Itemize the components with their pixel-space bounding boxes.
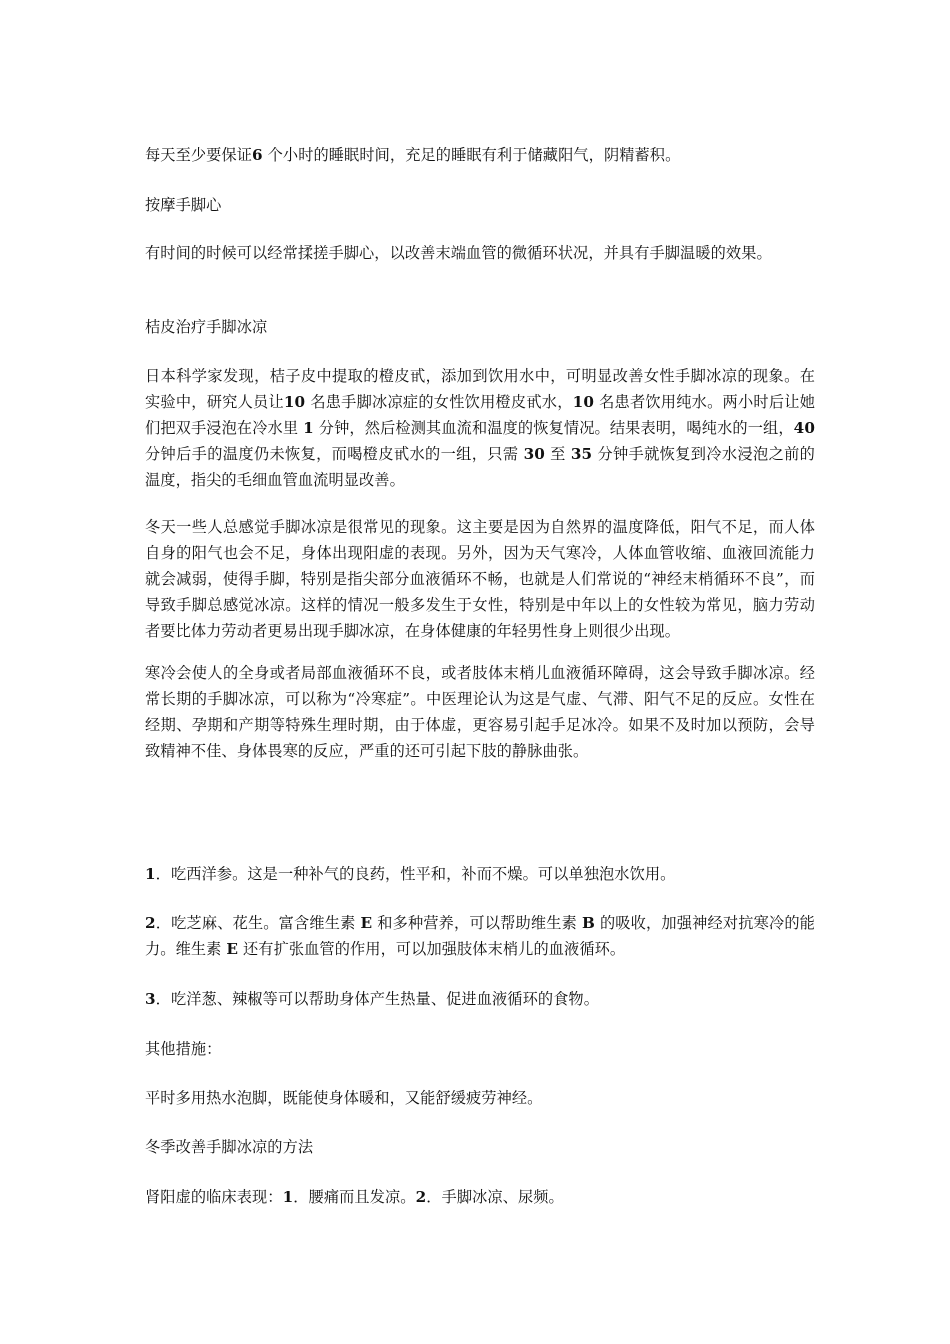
list-item-2: 2．吃芝麻、花生。富含维生素 E 和多种营养，可以帮助维生素 B 的吸收，加强神经对抗寒冷的能力。维生素 E 还有扩张血管的作用，可以加强肢体末梢儿的血液循环。 xyxy=(145,914,815,958)
kidney-paragraph: 肾阳虚的临床表现：1．腰痛而且发凉。2．手脚冰凉、尿频。 xyxy=(145,1188,564,1206)
peel-paragraph: 日本科学家发现，桔子皮中提取的橙皮甙，添加到饮用水中，可明显改善女性手脚冰凉的现象。在实验中，研究人员让10 名患手脚冰凉症的女性饮用橙皮甙水，10 名患者饮用纯水。两小时后让她们把双手浸泡在冷水里 1 分钟，然后检测其血流和温度的恢复情况。结果表明，喝纯水的一组，40 分钟后手的温度仍未恢复，而喝橙皮甙水的一组，只需 30 至 35 分钟手就恢复到冷水浸泡之前的温度，指尖的毛细血管血流明显改善。 xyxy=(145,367,815,489)
list-item-3: 3．吃洋葱、辣椒等可以帮助身体产生热量、促进血液循环的食物。 xyxy=(145,990,600,1008)
massage-paragraph: 有时间的时候可以经常揉搓手脚心，以改善末端血管的微循环状况，并具有手脚温暖的效果。 xyxy=(145,244,772,262)
peel-heading: 桔皮治疗手脚冰凉 xyxy=(145,318,268,336)
other-heading: 其他措施： xyxy=(145,1040,222,1058)
sleep-paragraph: 每天至少要保证6 个小时的睡眠时间，充足的睡眠有利于储藏阳气，阴精蓄积。 xyxy=(145,146,681,164)
other-paragraph: 平时多用热水泡脚，既能使身体暖和，又能舒缓疲劳神经。 xyxy=(145,1089,543,1107)
winter-paragraph-2: 寒冷会使人的全身或者局部血液循环不良，或者肢体末梢儿血液循环障碍，这会导致手脚冰凉。经常长期的手脚冰凉，可以称为“冷寒症”。中医理论认为这是气虚、气滞、阳气不足的反应。女性在经期、孕期和产期等特殊生理时期，由于体虚，更容易引起手足冰冷。如果不及时加以预防，会导致精神不佳、身体畏寒的反应，严重的还可引起下肢的静脉曲张。 xyxy=(145,664,815,760)
method-heading: 冬季改善手脚冰凉的方法 xyxy=(145,1138,314,1156)
winter-paragraph-1: 冬天一些人总感觉手脚冰凉是很常见的现象。这主要是因为自然界的温度降低，阳气不足，而人体自身的阳气也会不足，身体出现阳虚的表现。另外，因为天气寒冷，人体血管收缩、血液回流能力就会减弱，使得手脚，特别是指尖部分血液循环不畅，也就是人们常说的“神经末梢循环不良”，而导致手脚总感觉冰凉。这样的情况一般多发生于女性，特别是中年以上的女性较为常见，脑力劳动者要比体力劳动者更易出现手脚冰凉，在身体健康的年轻男性身上则很少出现。 xyxy=(145,518,815,640)
massage-heading: 按摩手脚心 xyxy=(145,196,222,214)
list-item-1: 1．吃西洋参。这是一种补气的良药，性平和，补而不燥。可以单独泡水饮用。 xyxy=(145,865,676,883)
